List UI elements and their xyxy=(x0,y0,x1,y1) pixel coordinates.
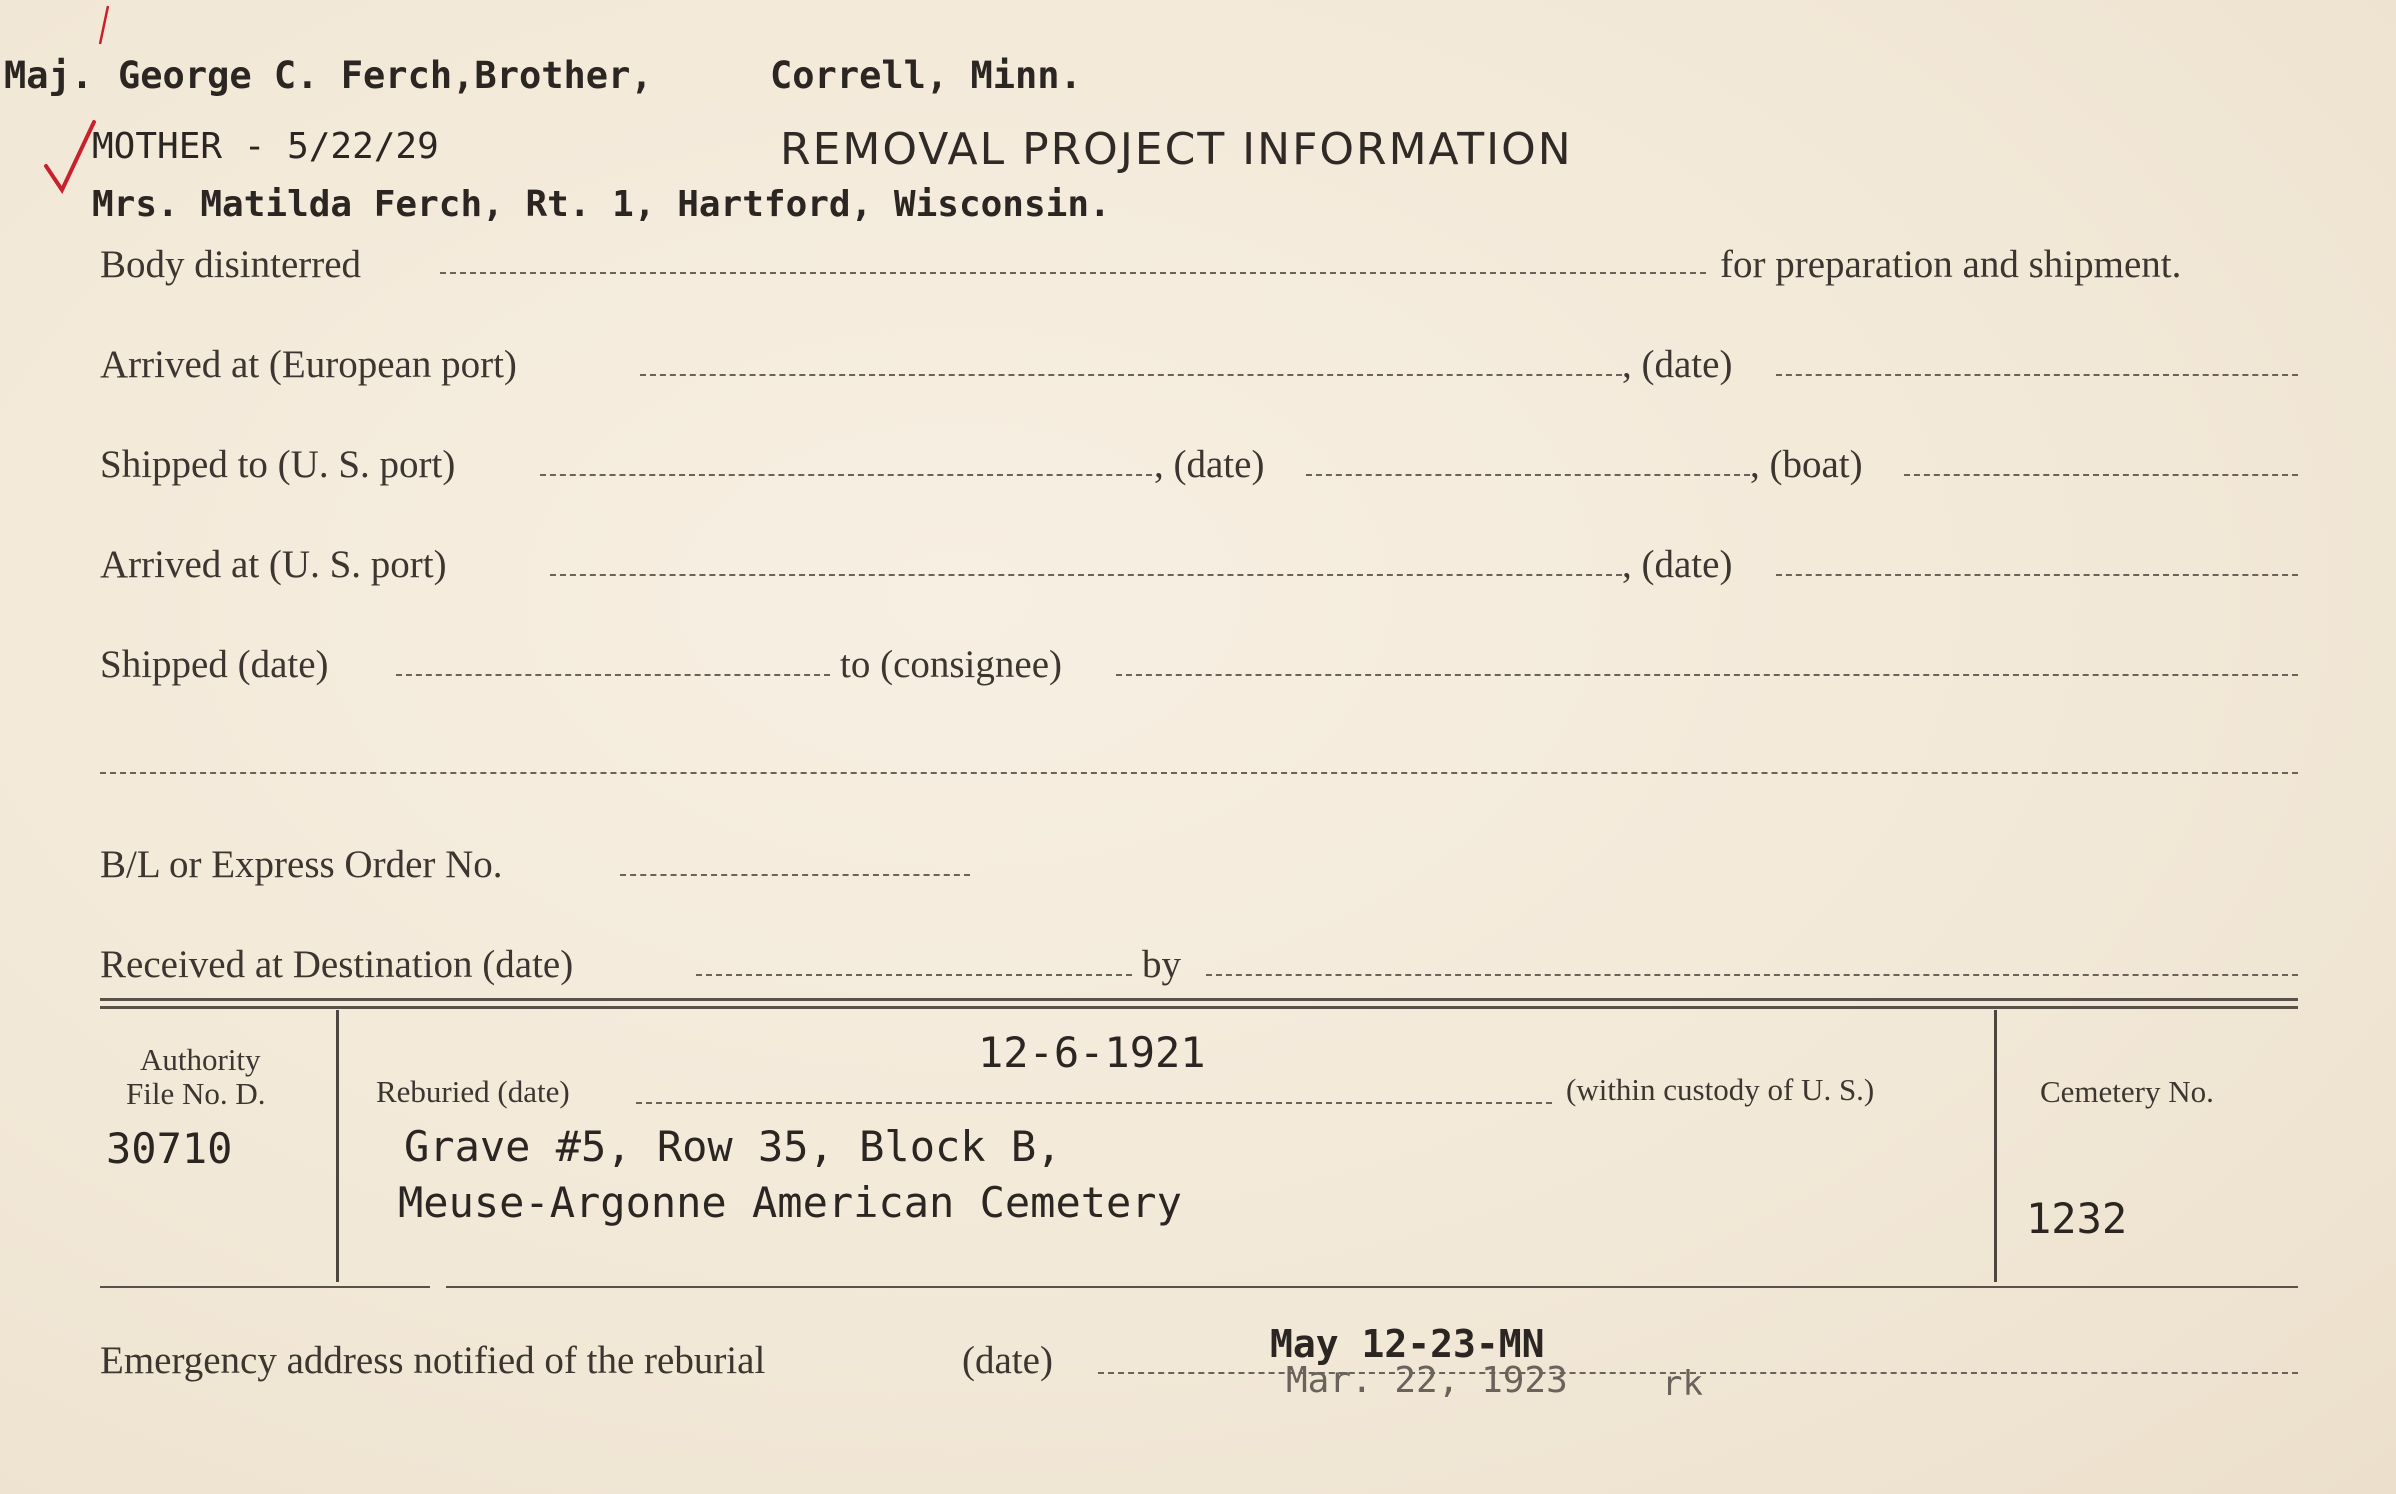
box-divider-right xyxy=(1994,1010,1997,1282)
reburied-line xyxy=(636,1102,1552,1104)
arrived-european-line xyxy=(640,374,1622,376)
clerk-initials: rk xyxy=(1662,1364,1703,1404)
emergency-original-date: Mar. 22, 1923 xyxy=(1286,1360,1568,1401)
body-disinterred-line xyxy=(440,272,1706,274)
grave-location-line2: Meuse-Argonne American Cemetery xyxy=(398,1178,1182,1227)
date-label-3: , (date) xyxy=(1622,543,1733,586)
box-top-rule-2 xyxy=(100,1006,2298,1009)
authority-file-number: 30710 xyxy=(106,1124,233,1173)
shipped-date-line xyxy=(396,674,830,676)
body-disinterred-label: Body disinterred xyxy=(100,243,362,286)
continuation-line xyxy=(100,772,2298,774)
shipped-us-line xyxy=(540,474,1152,476)
cemetery-number: 1232 xyxy=(2026,1194,2128,1243)
file-no-label: File No. D. xyxy=(126,1076,266,1111)
bl-express-line xyxy=(620,874,970,876)
received-date-line xyxy=(696,974,1132,976)
arrived-european-label: Arrived at (European port) xyxy=(100,343,517,386)
box-divider-left xyxy=(336,1010,339,1282)
next-of-kin-place: Correll, Minn. xyxy=(770,54,1082,97)
mother-address: Mrs. Matilda Ferch, Rt. 1, Hartford, Wisconsin. xyxy=(92,184,1111,225)
authority-label: Authority xyxy=(140,1042,261,1077)
reburied-date-value: 12-6-1921 xyxy=(978,1028,1206,1077)
relation-text: MOTHER - 5/22/29 xyxy=(92,126,439,167)
rank-text: Maj. xyxy=(4,54,94,97)
card-title: REMOVAL PROJECT INFORMATION xyxy=(780,124,1573,175)
for-preparation-label: for preparation and shipment. xyxy=(1720,243,2182,286)
grave-location-line1: Grave #5, Row 35, Block B, xyxy=(404,1122,1062,1171)
cemetery-no-label: Cemetery No. xyxy=(2040,1074,2214,1109)
bl-express-label: B/L or Express Order No. xyxy=(100,843,503,886)
date-line-2 xyxy=(1306,474,1750,476)
shipped-date-label: Shipped (date) xyxy=(100,643,329,686)
emergency-address-label: Emergency address notified of the reburial xyxy=(100,1339,766,1382)
within-custody-label: (within custody of U. S.) xyxy=(1566,1072,1875,1107)
next-of-kin-name: George C. Ferch,Brother, xyxy=(118,54,653,97)
to-consignee-label: to (consignee) xyxy=(840,643,1063,686)
emergency-date-label: (date) xyxy=(962,1339,1053,1382)
by-label: by xyxy=(1142,943,1181,986)
box-bottom-rule-left xyxy=(100,1286,430,1288)
received-destination-label: Received at Destination (date) xyxy=(100,943,574,986)
boat-label: , (boat) xyxy=(1750,443,1863,486)
date-line-1 xyxy=(1776,374,2298,376)
arrived-us-label: Arrived at (U. S. port) xyxy=(100,543,447,586)
shipped-us-label: Shipped to (U. S. port) xyxy=(100,443,456,486)
date-label-1: , (date) xyxy=(1622,343,1733,386)
consignee-line xyxy=(1116,674,2298,676)
date-label-2: , (date) xyxy=(1154,443,1265,486)
box-bottom-rule-right xyxy=(446,1286,2298,1288)
checkmark-icon xyxy=(40,118,100,198)
boat-line xyxy=(1904,474,2298,476)
arrived-us-line xyxy=(550,574,1622,576)
box-top-rule-1 xyxy=(100,998,2298,1001)
emergency-notified-date: May 12-23-MN xyxy=(1270,1322,1545,1366)
reburied-label: Reburied (date) xyxy=(376,1074,570,1109)
by-line xyxy=(1206,974,2298,976)
date-line-3 xyxy=(1776,574,2298,576)
